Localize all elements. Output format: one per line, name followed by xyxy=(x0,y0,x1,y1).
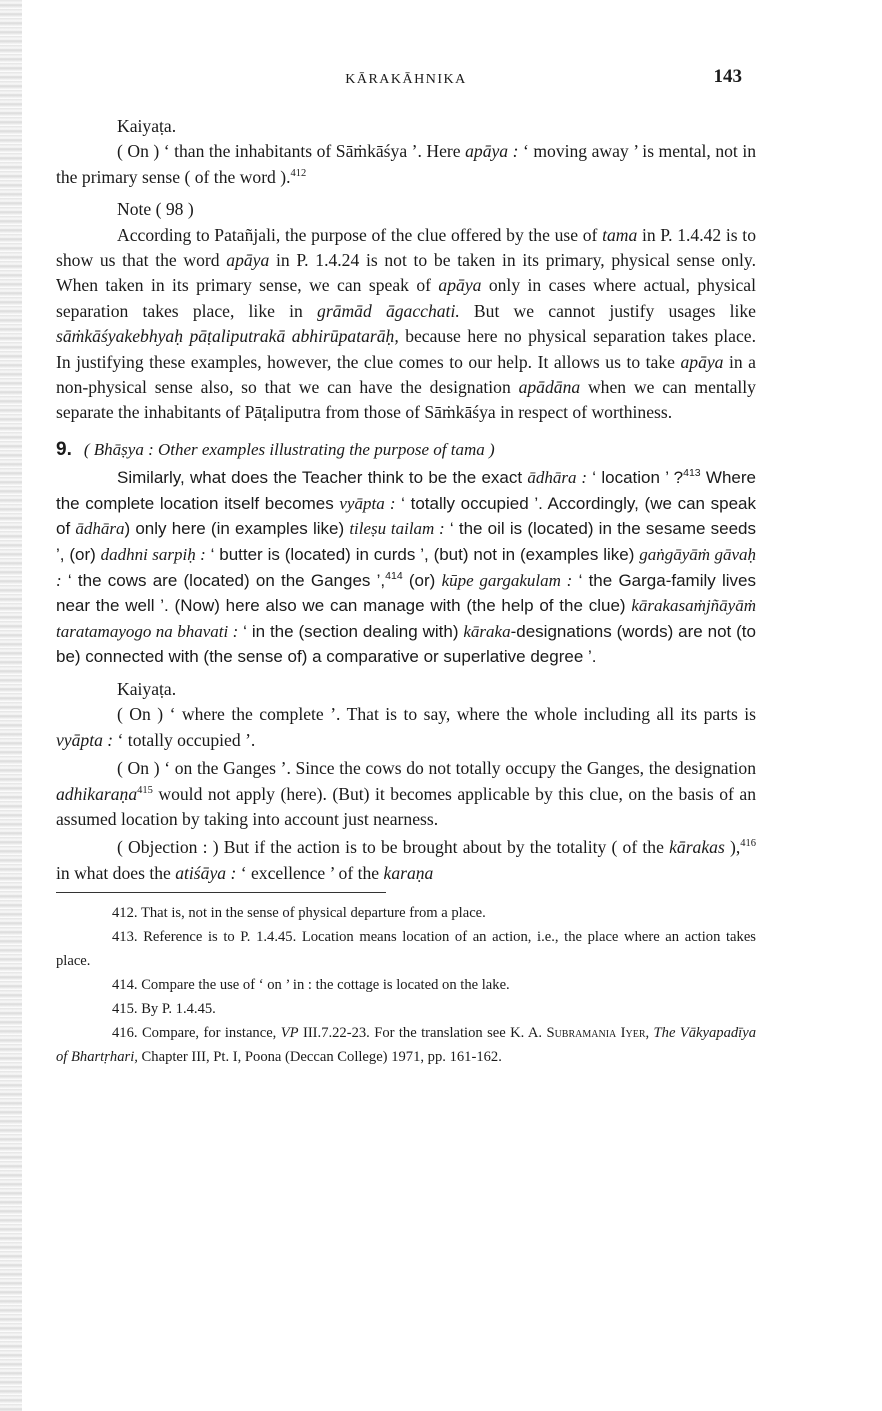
note-heading: Note ( 98 ) xyxy=(117,199,194,220)
paragraph-on-ganges: ( On ) ‘ on the Ganges ’. Since the cows do not totally occupy the Ganges, the designation adhikaraṇa$^{415}$ would not apply (here). (But) it becomes applicable by this clue, on the basis of an assumed location by taking into account just nearness. xyxy=(56,758,756,830)
footnote-412: 412. That is, not in the sense of physical departure from a place. xyxy=(112,905,486,922)
footnote-414: 414. Compare the use of ‘ on ’ in : the cottage is located on the lake. xyxy=(112,977,510,994)
section-title: ( Bhāṣya : Other examples illustrating the purpose of tama ) xyxy=(83,439,495,459)
footnote-416: 416. Compare, for instance, VP III.7.22-23. For the translation see K. A. Subramania Iyer, The Vākyapadīya of Bhartṛhari, Chapter III, Pt. I, Poona (Deccan College) 1971, pp. 161-162. xyxy=(56,1025,757,1066)
bhashya-paragraph: Similarly, what does the Teacher think to be the exact ādhāra : ‘ location ’ ?$^{413}$ Where the complete location itself becomes vyāpta : ‘ totally occupied ’. Accordingly, (we can speak of ādhāra) only here (in examples like) tileṣu tailam : ‘ the oil is (located) in the sesame seeds ’, (or) dadhni sarpiḥ : ‘ butter is (located) in curds ’, (but) not in (examples like) gaṅgāyāṁ gāvaḥ : ‘ the cows are (located) on the Ganges ’,$^{414}$ (or) kūpe gargakulam : ‘ the Garga-family lives near the well ’. (Now) here also we can manage with (the help of the clue) kārakasaṁjñāyāṁ taratamayogo na bhavati : ‘ in the (section dealing with) kāraka-designations (words) are not (to be) connected with (the sense of) a comparative or superlative degree ’. xyxy=(56,467,756,667)
footnote-divider xyxy=(56,892,386,893)
running-head: KĀRAKĀHNIKA xyxy=(345,72,467,87)
page-header xyxy=(56,66,756,92)
page-body xyxy=(56,114,756,1069)
kaiyata-heading: Kaiyaṭa. xyxy=(117,679,177,700)
footnote-413: 413. Reference is to P. 1.4.45. Location means location of an action, i.e., the place where an action takes place. xyxy=(56,929,756,970)
footnote-ref-416[interactable]: 416 xyxy=(740,838,756,850)
paragraph-objection: ( Objection : ) But if the action is to be brought about by the totality ( of the kārakas ),$^{416}$ in what does the atiśāya : ‘ excellence ’ of the karaṇa xyxy=(56,837,756,883)
paragraph-patanjali-note: According to Patañjali, the purpose of the clue offered by the use of tama in P. 1.4.42 is to show us that the word apāya in P. 1.4.24 is not to be taken in its primary, physical sense only. When taken in its primary sense, we can speak of apāya only in cases where actual, physical separation takes place, like in grāmād āgacchati. But we cannot justify usages like sāṁkāśyakebhyaḥ pāṭaliputrakā abhirūpatarāḥ, because here no physical separation takes place. In justifying these examples, however, the clue comes to our help. It allows us to take apāya in a non-physical sense also, so that we can have the designation apādāna when we can mentally separate the inhabitants of Pāṭaliputra from those of Sāṁkāśya in respect of worthiness. xyxy=(56,224,757,423)
section-heading-9 xyxy=(56,437,756,462)
footnote-ref-412[interactable]: 412 xyxy=(290,167,307,179)
kaiyata-heading: Kaiyaṭa. xyxy=(117,116,177,136)
footnote-ref-414[interactable]: 414 xyxy=(385,569,403,582)
paragraph-where-complete: ( On ) ‘ where the complete ’. That is to say, where the whole including all its parts is vyāpta : ‘ totally occupied ’. xyxy=(56,704,756,750)
footnote-ref-415[interactable]: 415 xyxy=(137,784,153,796)
footnotes xyxy=(56,901,756,1069)
footnote-ref-413[interactable]: 413 xyxy=(683,467,701,480)
page-number: 143 xyxy=(713,66,742,87)
paragraph-on-samkasya: ( On ) ‘ than the inhabitants of Sāṁkāśya ’. Here apāya : ‘ moving away ’ is mental, not in the primary sense ( of the word ).$^{412}$ xyxy=(56,141,756,187)
footnote-415: 415. By P. 1.4.45. xyxy=(112,1001,216,1018)
section-number: 9. xyxy=(56,438,72,460)
scan-shadow-edge xyxy=(0,0,22,1411)
